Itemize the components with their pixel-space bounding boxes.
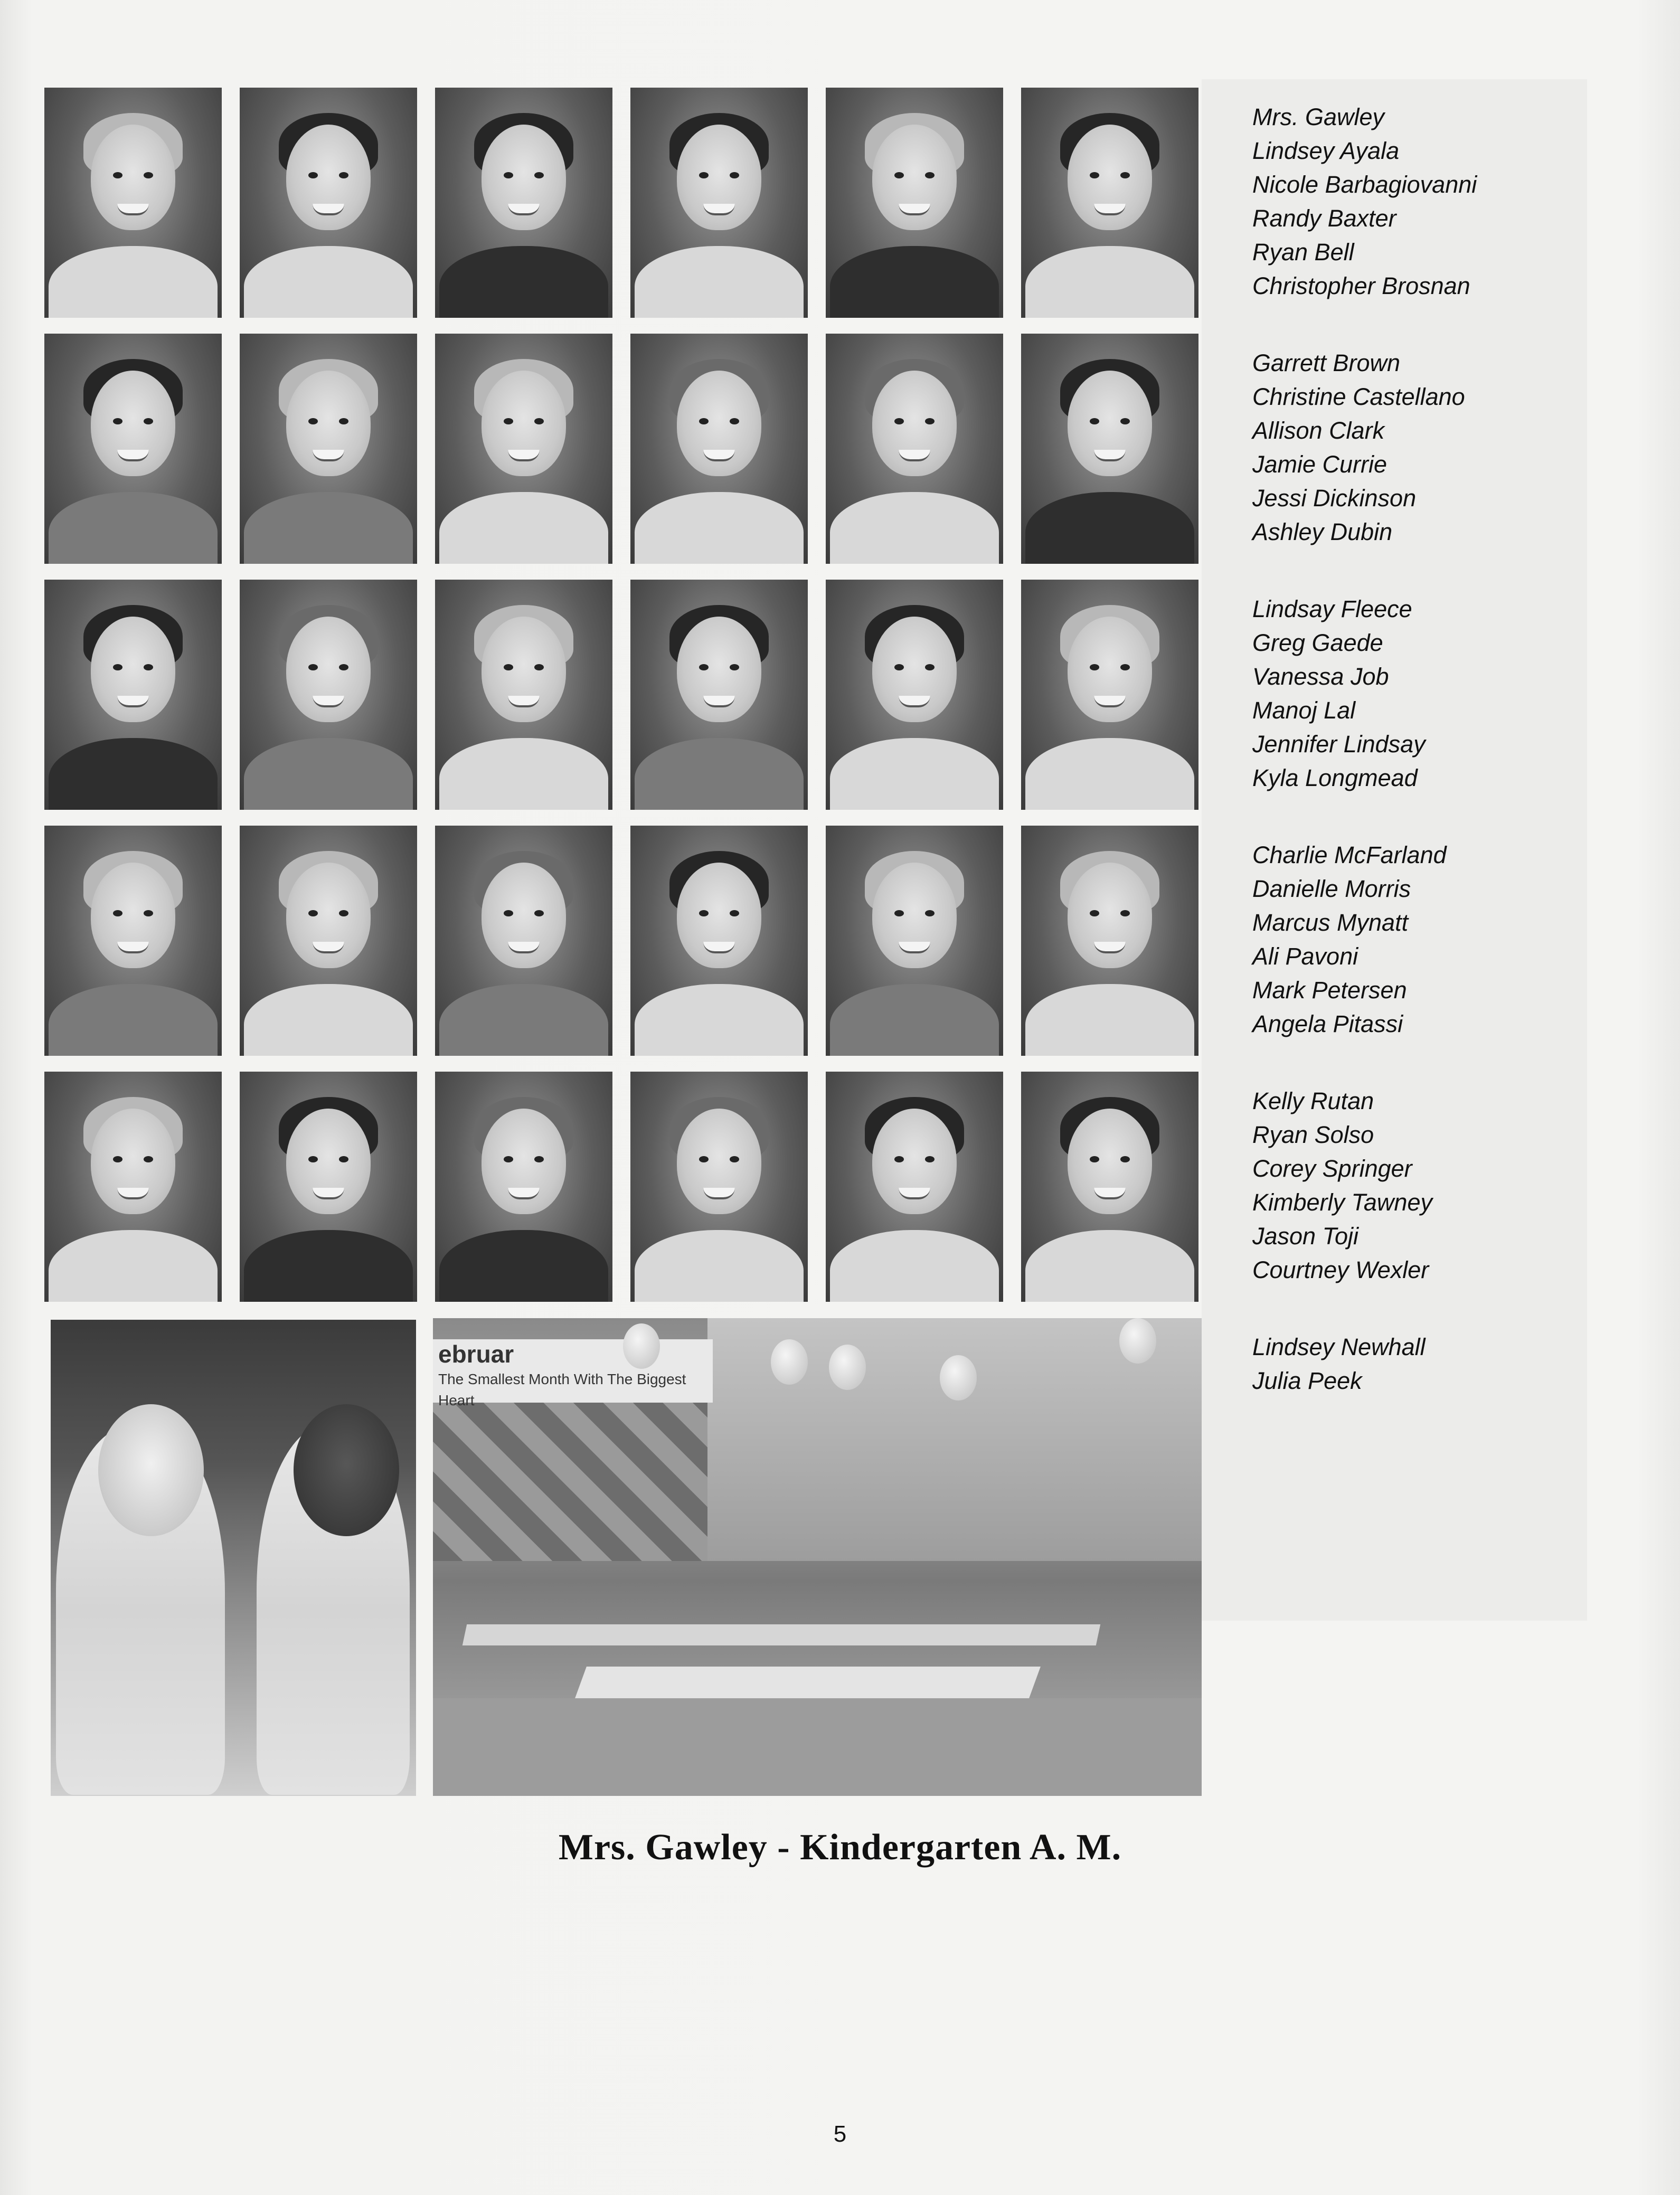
name-item: Julia Peek bbox=[1252, 1367, 1362, 1394]
portrait-student bbox=[240, 580, 417, 810]
photo-two-students bbox=[51, 1320, 416, 1796]
classroom-banner bbox=[433, 1339, 713, 1408]
portrait-student bbox=[44, 580, 222, 810]
balloon-icon bbox=[623, 1323, 660, 1369]
name-item: Jamie Currie bbox=[1252, 451, 1388, 478]
name-item: Angela Pitassi bbox=[1252, 1010, 1403, 1037]
photo-classroom bbox=[433, 1318, 1202, 1796]
names-row-1 bbox=[1252, 100, 1590, 303]
portrait-student bbox=[435, 88, 612, 318]
balloon-icon bbox=[771, 1339, 808, 1385]
name-item: Charlie McFarland bbox=[1252, 841, 1447, 868]
banner-line-1: ebruar bbox=[438, 1340, 514, 1368]
name-item: Courtney Wexler bbox=[1252, 1256, 1429, 1283]
names-row-2 bbox=[1252, 346, 1590, 549]
page-number: 5 bbox=[833, 2121, 847, 2147]
name-item: Christopher Brosnan bbox=[1252, 272, 1470, 299]
portrait-student bbox=[630, 334, 808, 564]
name-item: Christine Castellano bbox=[1252, 383, 1465, 410]
portrait-student bbox=[630, 580, 808, 810]
portrait-student bbox=[240, 826, 417, 1056]
portrait-student bbox=[826, 826, 1003, 1056]
portrait-student bbox=[630, 1072, 808, 1302]
name-item: Corey Springer bbox=[1252, 1155, 1412, 1182]
name-item: Mrs. Gawley bbox=[1252, 103, 1385, 130]
portrait-student bbox=[826, 88, 1003, 318]
name-item: Ashley Dubin bbox=[1252, 518, 1393, 545]
name-item: Lindsey Newhall bbox=[1252, 1333, 1426, 1360]
portrait-student bbox=[240, 88, 417, 318]
portrait-student bbox=[435, 826, 612, 1056]
name-item: Jason Toji bbox=[1252, 1223, 1358, 1250]
portrait-student bbox=[1021, 334, 1198, 564]
portrait-student bbox=[44, 334, 222, 564]
name-item: Ryan Solso bbox=[1252, 1121, 1374, 1148]
page-caption: Mrs. Gawley - Kindergarten A. M. bbox=[558, 1827, 1122, 1868]
name-item: Garrett Brown bbox=[1252, 349, 1401, 376]
portrait-student bbox=[240, 334, 417, 564]
portrait-student bbox=[1021, 1072, 1198, 1302]
name-item: Lindsay Fleece bbox=[1252, 595, 1412, 622]
portrait-student bbox=[44, 826, 222, 1056]
name-item: Ali Pavoni bbox=[1252, 943, 1358, 970]
name-item: Randy Baxter bbox=[1252, 205, 1396, 232]
portrait-student bbox=[435, 580, 612, 810]
name-item: Greg Gaede bbox=[1252, 629, 1383, 656]
portrait-student bbox=[1021, 580, 1198, 810]
portrait-student bbox=[1021, 88, 1198, 318]
portrait-student bbox=[630, 826, 808, 1056]
balloon-icon bbox=[940, 1355, 977, 1401]
portrait-student bbox=[826, 1072, 1003, 1302]
name-item: Lindsey Ayala bbox=[1252, 137, 1400, 164]
name-item: Jennifer Lindsay bbox=[1252, 731, 1426, 758]
portrait-student bbox=[44, 1072, 222, 1302]
balloon-icon bbox=[1119, 1318, 1156, 1364]
names-row-5 bbox=[1252, 1084, 1590, 1287]
names-row-6 bbox=[1252, 1330, 1590, 1398]
names-row-3 bbox=[1252, 592, 1590, 795]
banner-line-2: The Smallest Month With The Biggest Heart bbox=[438, 1371, 686, 1408]
name-item: Kelly Rutan bbox=[1252, 1087, 1374, 1114]
name-item: Jessi Dickinson bbox=[1252, 485, 1417, 512]
names-row-4 bbox=[1252, 838, 1590, 1041]
balloon-icon bbox=[829, 1345, 866, 1390]
name-item: Danielle Morris bbox=[1252, 875, 1411, 902]
name-item: Marcus Mynatt bbox=[1252, 909, 1409, 936]
portrait-student bbox=[630, 88, 808, 318]
name-item: Kimberly Tawney bbox=[1252, 1189, 1432, 1216]
name-item: Vanessa Job bbox=[1252, 663, 1389, 690]
name-item: Allison Clark bbox=[1252, 417, 1385, 444]
name-item: Nicole Barbagiovanni bbox=[1252, 171, 1477, 198]
portrait-student bbox=[435, 334, 612, 564]
portrait-student bbox=[1021, 826, 1198, 1056]
name-item: Manoj Lal bbox=[1252, 697, 1356, 724]
portrait-student bbox=[240, 1072, 417, 1302]
name-item: Kyla Longmead bbox=[1252, 764, 1418, 791]
portrait-teacher bbox=[44, 88, 222, 318]
portrait-student bbox=[826, 334, 1003, 564]
name-item: Mark Petersen bbox=[1252, 977, 1407, 1004]
portrait-student bbox=[435, 1072, 612, 1302]
portrait-student bbox=[826, 580, 1003, 810]
name-item: Ryan Bell bbox=[1252, 239, 1354, 266]
